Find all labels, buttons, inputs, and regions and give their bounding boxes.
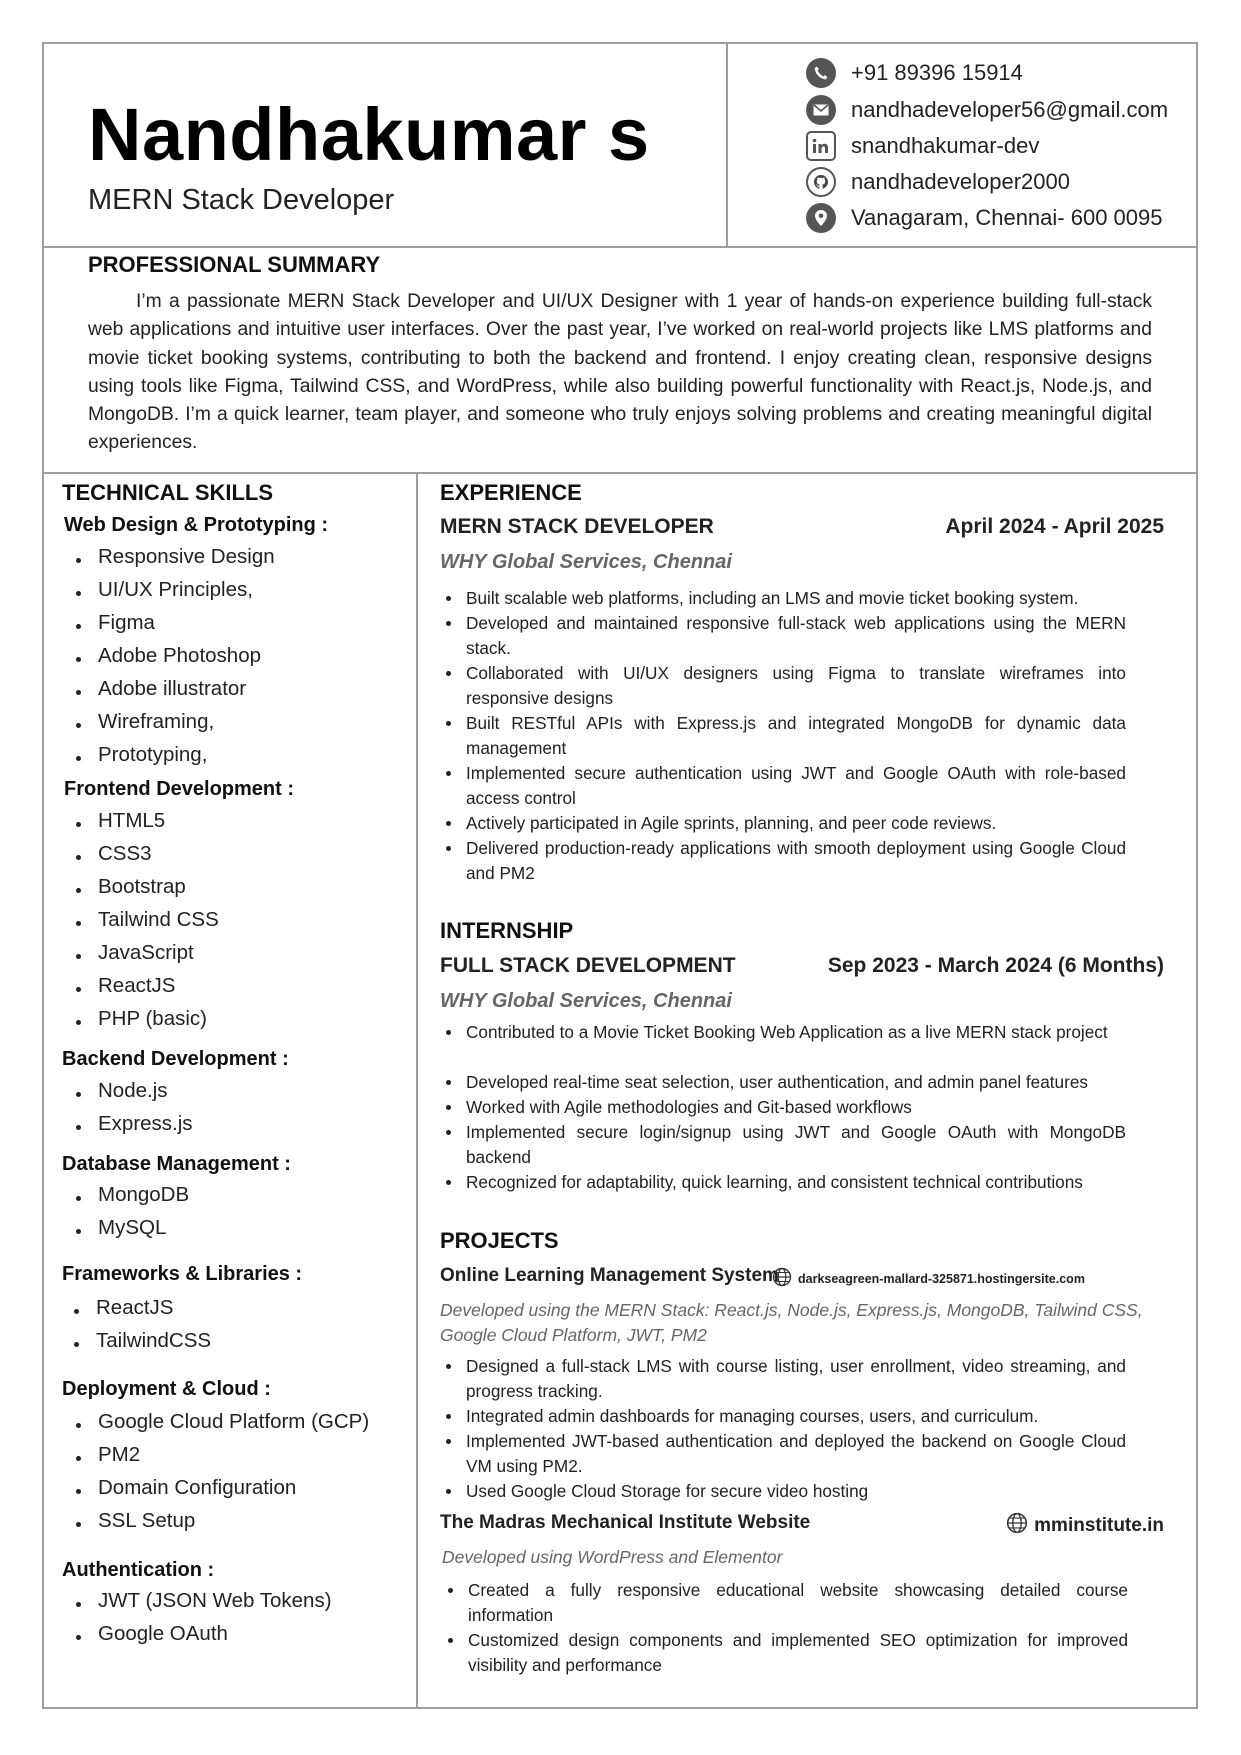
contact-text: snandhakumar-dev bbox=[851, 133, 1040, 158]
contact-text: Vanagaram, Chennai- 600 0095 bbox=[851, 205, 1163, 230]
experience-bullet: Built scalable web platforms, including an LMS and movie ticket booking system. bbox=[466, 586, 1126, 611]
skill-item: Google Cloud Platform (GCP) bbox=[98, 1410, 370, 1433]
company-name: WHY Global Services, Chennai bbox=[440, 990, 732, 1012]
contact-text: +91 89396 15914 bbox=[851, 60, 1023, 85]
skill-item: Tailwind CSS bbox=[98, 908, 219, 931]
github-icon bbox=[806, 167, 836, 197]
skill-item: Responsive Design bbox=[98, 545, 275, 568]
resume-header bbox=[44, 44, 1196, 248]
project-bullet: Designed a full-stack LMS with course listing, user enrollment, video streaming, and progress tracking. bbox=[466, 1354, 1126, 1404]
skill-item: JavaScript bbox=[98, 941, 194, 964]
skill-item: MySQL bbox=[98, 1216, 167, 1239]
project-bullet: Created a fully responsive educational website showcasing detailed course information bbox=[468, 1578, 1128, 1628]
phone-icon bbox=[806, 58, 836, 88]
candidate-role: MERN Stack Developer bbox=[88, 184, 395, 216]
skill-group-heading: Authentication : bbox=[62, 1559, 215, 1581]
job-dates: April 2024 - April 2025 bbox=[945, 515, 1164, 538]
section-title: INTERNSHIP bbox=[440, 918, 574, 943]
skill-item: Node.js bbox=[98, 1079, 168, 1102]
project-link[interactable]: mminstitute.in bbox=[1006, 1512, 1164, 1540]
internship-bullet: Contributed to a Movie Ticket Booking Web Application as a live MERN stack project bbox=[466, 1020, 1126, 1045]
job-title: FULL STACK DEVELOPMENT bbox=[440, 954, 736, 977]
experience-bullet: Implemented secure authentication using JWT and Google OAuth with role-based access control bbox=[466, 761, 1126, 811]
project-link[interactable]: darkseagreen-mallard-325871.hostingersite.com bbox=[772, 1267, 1085, 1290]
skill-group-heading: Frontend Development : bbox=[64, 778, 295, 800]
skill-item: Prototyping, bbox=[98, 743, 208, 766]
resume-page bbox=[42, 42, 1198, 1709]
contact-text: nandhadeveloper56@gmail.com bbox=[851, 97, 1169, 122]
skill-item: PM2 bbox=[98, 1443, 141, 1466]
skill-item: Adobe illustrator bbox=[98, 677, 247, 700]
location-icon bbox=[806, 203, 836, 233]
project-bullet: Customized design components and implemented SEO optimization for improved visibility and performance bbox=[468, 1628, 1128, 1678]
skill-item: Google OAuth bbox=[98, 1622, 228, 1645]
project-tech: Developed using the MERN Stack: React.js, Node.js, Express.js, MongoDB, Tailwind CSS, Google Cloud Platform, JWT, PM2 bbox=[440, 1300, 1143, 1345]
skill-item: HTML5 bbox=[98, 809, 166, 832]
mail-icon bbox=[806, 95, 836, 125]
internship-bullet: Developed real-time seat selection, user authentication, and admin panel features bbox=[466, 1070, 1126, 1095]
contact-text: nandhadeveloper2000 bbox=[851, 169, 1070, 194]
experience-bullet: Delivered production-ready applications with smooth deployment using Google Cloud and PM2 bbox=[466, 836, 1126, 886]
experience-bullet: Collaborated with UI/UX designers using Figma to translate wireframes into responsive designs bbox=[466, 661, 1126, 711]
project-bullet: Used Google Cloud Storage for secure video hosting bbox=[466, 1479, 1126, 1504]
job-title: MERN STACK DEVELOPER bbox=[440, 515, 714, 538]
skill-item: JWT (JSON Web Tokens) bbox=[98, 1589, 332, 1612]
skill-item: ReactJS bbox=[96, 1296, 174, 1319]
experience-bullet: Actively participated in Agile sprints, planning, and peer code reviews. bbox=[466, 811, 1126, 836]
globe-icon bbox=[1006, 1512, 1028, 1540]
job-dates: Sep 2023 - March 2024 (6 Months) bbox=[827, 954, 1164, 977]
skill-group-heading: Database Management : bbox=[62, 1153, 291, 1175]
project-tech: Developed using WordPress and Elementor bbox=[442, 1547, 783, 1567]
skill-group-heading: Deployment & Cloud : bbox=[62, 1378, 271, 1400]
skills-column bbox=[44, 472, 418, 1709]
project-bullet: Integrated admin dashboards for managing courses, users, and curriculum. bbox=[466, 1404, 1126, 1429]
skill-item: Wireframing, bbox=[98, 710, 215, 733]
internship-bullet: Worked with Agile methodologies and Git-based workflows bbox=[466, 1095, 1126, 1120]
skill-group-heading: Frameworks & Libraries : bbox=[62, 1263, 303, 1285]
project-title: The Madras Mechanical Institute Website bbox=[440, 1512, 811, 1533]
skill-item: Bootstrap bbox=[98, 875, 186, 898]
experience-bullet: Built RESTful APIs with Express.js and integrated MongoDB for dynamic data management bbox=[466, 711, 1126, 761]
name-block bbox=[44, 44, 728, 246]
skill-item: MongoDB bbox=[98, 1183, 190, 1206]
section-title: EXPERIENCE bbox=[440, 480, 582, 505]
contact-phone bbox=[806, 54, 1168, 92]
project-title: Online Learning Management System bbox=[440, 1265, 779, 1286]
contact-email[interactable] bbox=[806, 92, 1168, 128]
section-title: TECHNICAL SKILLS bbox=[62, 480, 274, 505]
project-bullet: Implemented JWT-based authentication and deployed the backend on Google Cloud VM using PM2. bbox=[466, 1429, 1126, 1479]
skill-item: SSL Setup bbox=[98, 1509, 196, 1532]
skill-item: UI/UX Principles, bbox=[98, 578, 253, 601]
professional-summary bbox=[44, 246, 1196, 474]
internship-bullet: Implemented secure login/signup using JWT and Google OAuth with MongoDB backend bbox=[466, 1120, 1126, 1170]
skill-item: ReactJS bbox=[98, 974, 176, 997]
skill-item: TailwindCSS bbox=[96, 1329, 212, 1352]
summary-text: I’m a passionate MERN Stack Developer and UI/UX Designer with 1 year of hands-on experience building full-stack web applications and intuitive user interfaces. Over the past year, I’ve worked on real-world projects like LMS platforms and movie ticket booking systems, contributing to both the backend and frontend. I enjoy creating clean, responsive designs using tools like Figma, Tailwind CSS, and WordPress, while also building powerful functionality with React.js, Node.js, and MongoDB. I’m a quick learner, team player, and someone who truly enjoys solving problems and creating meaningful digital experiences. bbox=[88, 291, 1152, 454]
skill-item: CSS3 bbox=[98, 842, 152, 865]
skill-item: Domain Configuration bbox=[98, 1476, 297, 1499]
skill-item: Adobe Photoshop bbox=[98, 644, 261, 667]
skill-item: PHP (basic) bbox=[98, 1007, 207, 1030]
skill-group-heading: Web Design & Prototyping : bbox=[64, 514, 329, 536]
internship-bullet: Recognized for adaptability, quick learning, and consistent technical contributions bbox=[466, 1170, 1126, 1195]
skill-item: Figma bbox=[98, 611, 155, 634]
skill-group-heading: Backend Development : bbox=[62, 1048, 289, 1070]
linkedin-icon bbox=[806, 131, 836, 161]
section-title: PROFESSIONAL SUMMARY bbox=[88, 252, 381, 277]
globe-icon bbox=[772, 1267, 792, 1290]
contact-location bbox=[806, 200, 1168, 236]
candidate-name: Nandhakumar s bbox=[88, 93, 650, 176]
company-name: WHY Global Services, Chennai bbox=[440, 551, 732, 573]
section-title: PROJECTS bbox=[440, 1228, 559, 1253]
experience-bullet: Developed and maintained responsive full-stack web applications using the MERN stack. bbox=[466, 611, 1126, 661]
experience-column bbox=[418, 472, 1198, 1709]
contact-list bbox=[806, 54, 1168, 236]
contact-github[interactable] bbox=[806, 164, 1168, 200]
contact-linkedin[interactable] bbox=[806, 128, 1168, 164]
skill-item: Express.js bbox=[98, 1112, 193, 1135]
